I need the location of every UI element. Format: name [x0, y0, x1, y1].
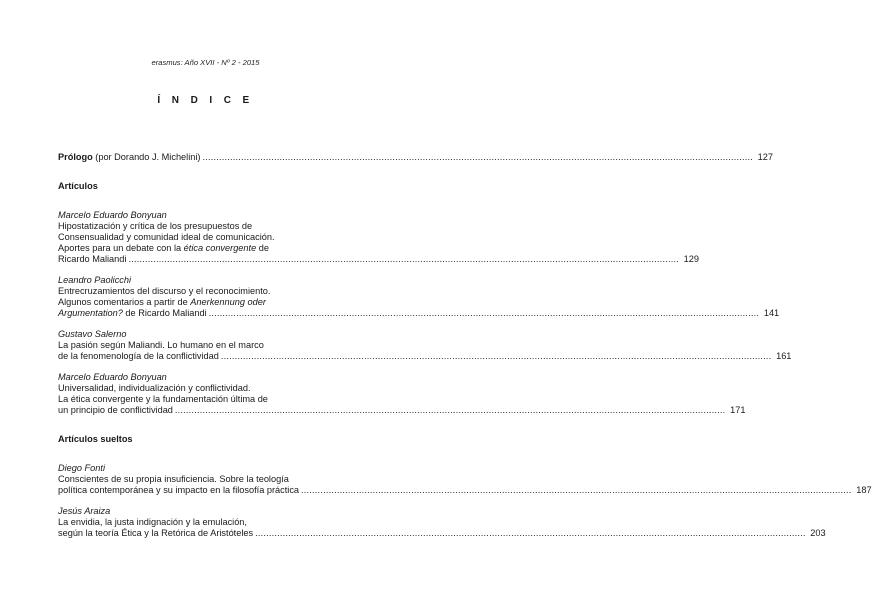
entry-title-line: de la fenomenología de la conflictividad ........................................................................................................................................................................................................ 161 — [58, 351, 792, 361]
table-of-contents — [58, 152, 872, 539]
entry-author: Leandro Paolicchi — [58, 275, 132, 285]
leader-dots: ........................................................................................................................................................................................................ — [174, 405, 726, 415]
prologo-author: (por Dorando J. Michelini) — [92, 152, 201, 162]
entry-title-line: un principio de conflictividad ........................................................................................................................................................................................................ 171 — [58, 405, 746, 415]
entry-title-line: Consensualidad y comunidad ideal de comunicación. — [58, 232, 275, 242]
page-number: 187 — [856, 485, 872, 495]
toc-entry[interactable] — [58, 210, 699, 265]
page-number: 171 — [730, 405, 746, 415]
entry-title-line: Aportes para un debate con la ética convergente de — [58, 243, 269, 253]
leader-dots: ........................................................................................................................................................................................................ — [220, 351, 772, 361]
page-number: 141 — [763, 308, 780, 318]
toc-entry[interactable] — [58, 463, 872, 496]
entry-author: Gustavo Salerno — [58, 329, 127, 339]
index-title: Í N D I C E — [157, 95, 254, 106]
section-heading-articulos: Artículos — [58, 181, 98, 191]
toc-entry[interactable] — [58, 372, 746, 416]
entry-title-line: Universalidad, individualización y conflictividad. — [58, 383, 251, 393]
entry-title-line: La pasión según Maliandi. Lo humano en el marco — [58, 340, 264, 350]
page-number: 203 — [810, 528, 826, 538]
entry-author: Jesús Araiza — [58, 506, 111, 516]
entry-title-line: Conscientes de su propia insuficiencia. Sobre la teología — [58, 474, 289, 484]
leader-dots: ........................................................................................................................................................................................................ — [128, 254, 679, 264]
entry-title-line: Hipostatización y crítica de los presupuestos de — [58, 221, 253, 231]
page-number: 129 — [683, 254, 699, 264]
toc-entry[interactable] — [58, 506, 826, 539]
entry-title-line: Algunos comentarios a partir de Anerkennung oder — [58, 297, 266, 307]
prologo-label: Prólogo — [58, 152, 93, 162]
section-heading-articulos-sueltos: Artículos sueltos — [58, 434, 133, 444]
entry-title-line: según la teoría Ética y la Retórica de Aristóteles ........................................................................................................................................................................................................ 203 — [58, 528, 826, 538]
entry-title-line: Argumentation? de Ricardo Maliandi ........................................................................................................................................................................................................ 141 — [58, 308, 780, 318]
entry-title-line: La envidia, la justa indignación y la emulación, — [58, 517, 247, 527]
toc-entry-prologo[interactable] — [58, 152, 773, 163]
running-head: erasmus: Año XVII - Nº 2 - 2015 — [151, 58, 260, 67]
leader-dots: ........................................................................................................................................................................................................ — [202, 152, 753, 162]
entry-author: Diego Fonti — [58, 463, 105, 473]
leader-dots: ........................................................................................................................................................................................................ — [255, 528, 806, 538]
entry-title-line: Ricardo Maliandi ........................................................................................................................................................................................................ 129 — [58, 254, 699, 264]
toc-entry[interactable] — [58, 275, 780, 319]
leader-dots: ........................................................................................................................................................................................................ — [301, 485, 852, 495]
toc-entry[interactable] — [58, 329, 792, 362]
page-number: 127 — [757, 152, 773, 162]
page-number: 161 — [776, 351, 792, 361]
entry-title-line: La ética convergente y la fundamentación última de — [58, 394, 268, 404]
entry-title-line: Entrecruzamientos del discurso y el reconocimiento. — [58, 286, 271, 296]
entry-title-line: política contemporánea y su impacto en la filosofía práctica ........................................................................................................................................................................................................ 187 — [58, 485, 872, 495]
entry-author: Marcelo Eduardo Bonyuan — [58, 210, 167, 220]
leader-dots: ........................................................................................................................................................................................................ — [208, 308, 760, 318]
entry-author: Marcelo Eduardo Bonyuan — [58, 372, 167, 382]
